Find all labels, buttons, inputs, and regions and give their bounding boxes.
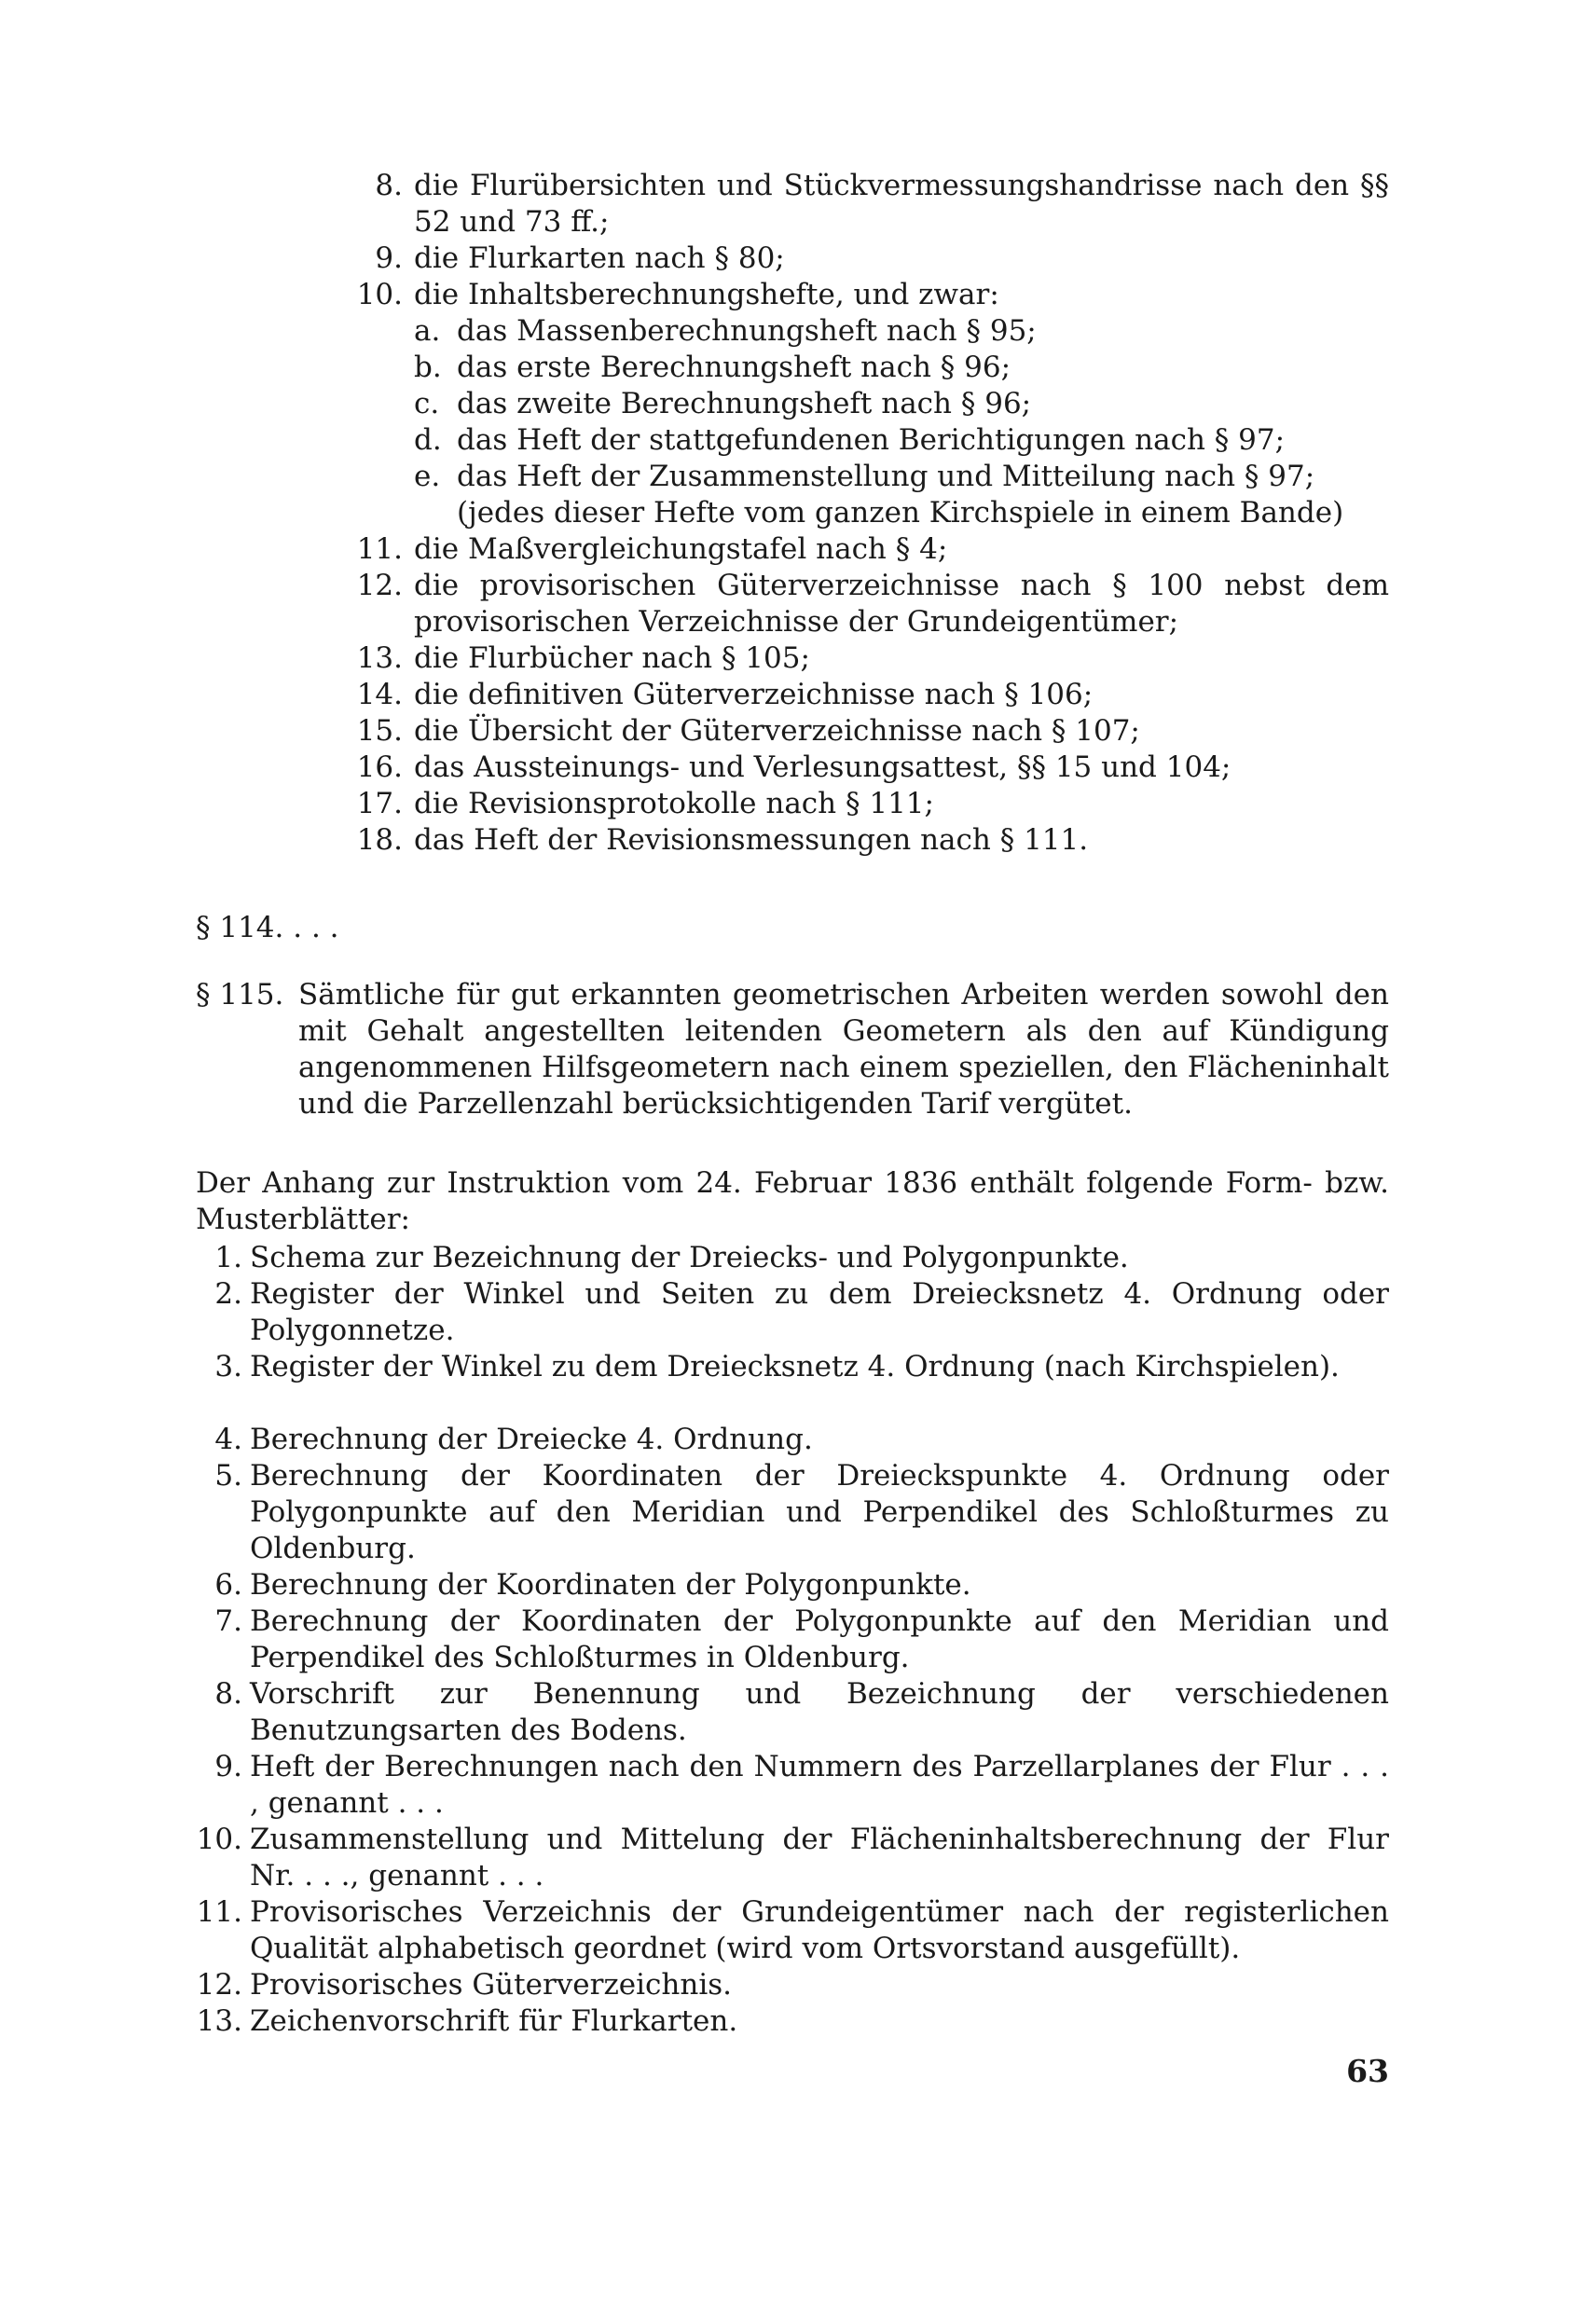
item-text: die Maßvergleichungstafel nach § 4; xyxy=(414,532,948,566)
item-text: die Inhaltsberechnungshefte, und zwar: xyxy=(414,278,999,311)
item-text: das Aussteinungs- und Verlesungsattest, §§ 15 und 104; xyxy=(414,750,1231,784)
list-item xyxy=(347,531,1389,568)
section-114: § 114. . . . xyxy=(196,911,339,944)
sub-list-item xyxy=(414,459,1389,495)
item-number: 8. xyxy=(214,1677,242,1711)
item-number: 13. xyxy=(196,2004,242,2038)
list-item xyxy=(196,1458,1389,1567)
form-sheets-list xyxy=(196,1240,1389,2040)
list-item xyxy=(347,750,1389,786)
item-text: die provisorischen Güterverzeichnisse nach § 100 nebst dem provisorischen Verzeichnisse der Grundeigentümer; xyxy=(414,569,1389,639)
item-text: die definitiven Güterverzeichnisse nach § 106; xyxy=(414,678,1094,711)
sub-list-item xyxy=(414,422,1389,459)
item-text: das zweite Berechnungsheft nach § 96; xyxy=(457,387,1032,420)
forms-list-top xyxy=(347,168,1389,859)
item-number: 15. xyxy=(356,714,403,748)
sub-list-note: (jedes dieser Hefte vom ganzen Kirchspiele in einem Bande) xyxy=(457,496,1344,530)
item-text: das Heft der Zusammenstellung und Mitteilung nach § 97; xyxy=(457,460,1315,493)
item-number: 18. xyxy=(356,823,403,857)
item-letter: b. xyxy=(414,351,442,384)
item-text: Schema zur Bezeichnung der Dreiecks- und Polygonpunkte. xyxy=(250,1241,1129,1274)
list-item xyxy=(347,786,1389,822)
item-text: Register der Winkel zu dem Dreiecksnetz 4. Ordnung (nach Kirchspielen). xyxy=(250,1350,1340,1383)
list-item xyxy=(347,241,1389,277)
list-item xyxy=(196,1567,1389,1603)
item-text: Berechnung der Koordinaten der Polygonpunkte. xyxy=(250,1568,971,1602)
item-number: 8. xyxy=(375,169,403,202)
item-number: 7. xyxy=(214,1604,242,1638)
item-number: 11. xyxy=(356,532,403,566)
item-number: 9. xyxy=(375,241,403,275)
item-text: das erste Berechnungsheft nach § 96; xyxy=(457,351,1011,384)
item-text: die Übersicht der Güterverzeichnisse nach § 107; xyxy=(414,714,1140,748)
item-text: das Heft der Revisionsmessungen nach § 111. xyxy=(414,823,1089,857)
list-item xyxy=(196,1749,1389,1822)
sub-list-item xyxy=(414,350,1389,386)
item-text: Register der Winkel und Seiten zu dem Dreiecksnetz 4. Ordnung oder Polygonnetze. xyxy=(250,1277,1389,1347)
section-body: Sämtliche für gut erkannten geometrischen Arbeiten werden sowohl den mit Gehalt angestellten leitenden Geometern als den auf Kündigung angenommenen Hilfsgeometern nach einem speziellen, den Flächeninhalt und die Parzellenzahl berücksichtigenden Tarif vergütet. xyxy=(298,978,1389,1121)
list-item xyxy=(196,2003,1389,2040)
item-number: 10. xyxy=(356,278,403,311)
item-text: Provisorisches Verzeichnis der Grundeigentümer nach der registerlichen Qualität alphabetisch geordnet (wird vom Ortsvorstand ausgefüllt). xyxy=(250,1895,1389,1965)
section-label: § 115. xyxy=(196,978,284,1012)
item-number: 5. xyxy=(214,1459,242,1493)
sub-list xyxy=(414,313,1389,495)
item-text: Vorschrift zur Benennung und Bezeichnung der verschiedenen Benutzungsarten des Bodens. xyxy=(250,1677,1389,1747)
item-letter: a. xyxy=(414,314,441,348)
appendix-intro: Der Anhang zur Instruktion vom 24. Februar 1836 enthält folgende Form- bzw. Musterblätter: xyxy=(196,1166,1389,1236)
list-item xyxy=(196,1422,1389,1458)
item-text: Zeichenvorschrift für Flurkarten. xyxy=(250,2004,738,2038)
item-text: Berechnung der Dreiecke 4. Ordnung. xyxy=(250,1423,813,1456)
item-text: die Flurbücher nach § 105; xyxy=(414,641,810,675)
list-item xyxy=(347,713,1389,750)
item-number: 1. xyxy=(214,1241,242,1274)
item-number: 11. xyxy=(196,1895,242,1929)
item-number: 16. xyxy=(356,750,403,784)
item-letter: c. xyxy=(414,387,440,420)
item-number: 2. xyxy=(214,1277,242,1311)
item-number: 12. xyxy=(196,1968,242,2002)
item-letter: e. xyxy=(414,460,441,493)
item-number: 13. xyxy=(356,641,403,675)
item-text: Provisorisches Güterverzeichnis. xyxy=(250,1968,733,2002)
item-number: 10. xyxy=(196,1823,242,1856)
list-item xyxy=(347,640,1389,677)
item-text: die Revisionsprotokolle nach § 111; xyxy=(414,787,934,820)
list-item xyxy=(196,1240,1389,1276)
item-text: das Heft der stattgefundenen Berichtigungen nach § 97; xyxy=(457,423,1286,457)
sub-list-item xyxy=(414,313,1389,350)
list-item xyxy=(347,568,1389,640)
list-item xyxy=(196,1603,1389,1676)
list-item xyxy=(347,277,1389,313)
item-text: die Flurkarten nach § 80; xyxy=(414,241,785,275)
item-number: 12. xyxy=(356,569,403,602)
item-text: die Flurübersichten und Stückvermessungshandrisse nach den §§ 52 und 73 ff.; xyxy=(414,169,1389,239)
item-text: Zusammenstellung und Mittelung der Flächeninhaltsberechnung der Flur Nr. . . ., genannt . . . xyxy=(250,1823,1389,1892)
list-item xyxy=(347,168,1389,241)
page-number: 63 xyxy=(1346,2053,1389,2089)
item-text: das Massenberechnungsheft nach § 95; xyxy=(457,314,1037,348)
sub-list-item xyxy=(414,386,1389,422)
item-number: 14. xyxy=(356,678,403,711)
list-item xyxy=(196,1822,1389,1894)
list-item xyxy=(196,1349,1389,1385)
sub-list-container xyxy=(347,313,1389,531)
list-item xyxy=(196,1967,1389,2003)
item-number: 9. xyxy=(214,1750,242,1783)
item-number: 3. xyxy=(214,1350,242,1383)
item-text: Berechnung der Koordinaten der Dreieckspunkte 4. Ordnung oder Polygonpunkte auf den Meridian und Perpendikel des Schloßturmes zu Oldenburg. xyxy=(250,1459,1389,1565)
item-number: 6. xyxy=(214,1568,242,1602)
item-number: 17. xyxy=(356,787,403,820)
list-item xyxy=(196,1894,1389,1967)
item-text: Heft der Berechnungen nach den Nummern des Parzellarplanes der Flur . . . , genannt . . . xyxy=(250,1750,1389,1820)
section-115 xyxy=(196,977,1389,1122)
item-letter: d. xyxy=(414,423,442,457)
list-item xyxy=(196,1676,1389,1749)
item-text: Berechnung der Koordinaten der Polygonpunkte auf den Meridian und Perpendikel des Schloßturmes in Oldenburg. xyxy=(250,1604,1389,1674)
list-item xyxy=(196,1276,1389,1349)
list-item xyxy=(347,822,1389,859)
item-number: 4. xyxy=(214,1423,242,1456)
list-item xyxy=(347,677,1389,713)
list-gap xyxy=(196,1385,1389,1422)
